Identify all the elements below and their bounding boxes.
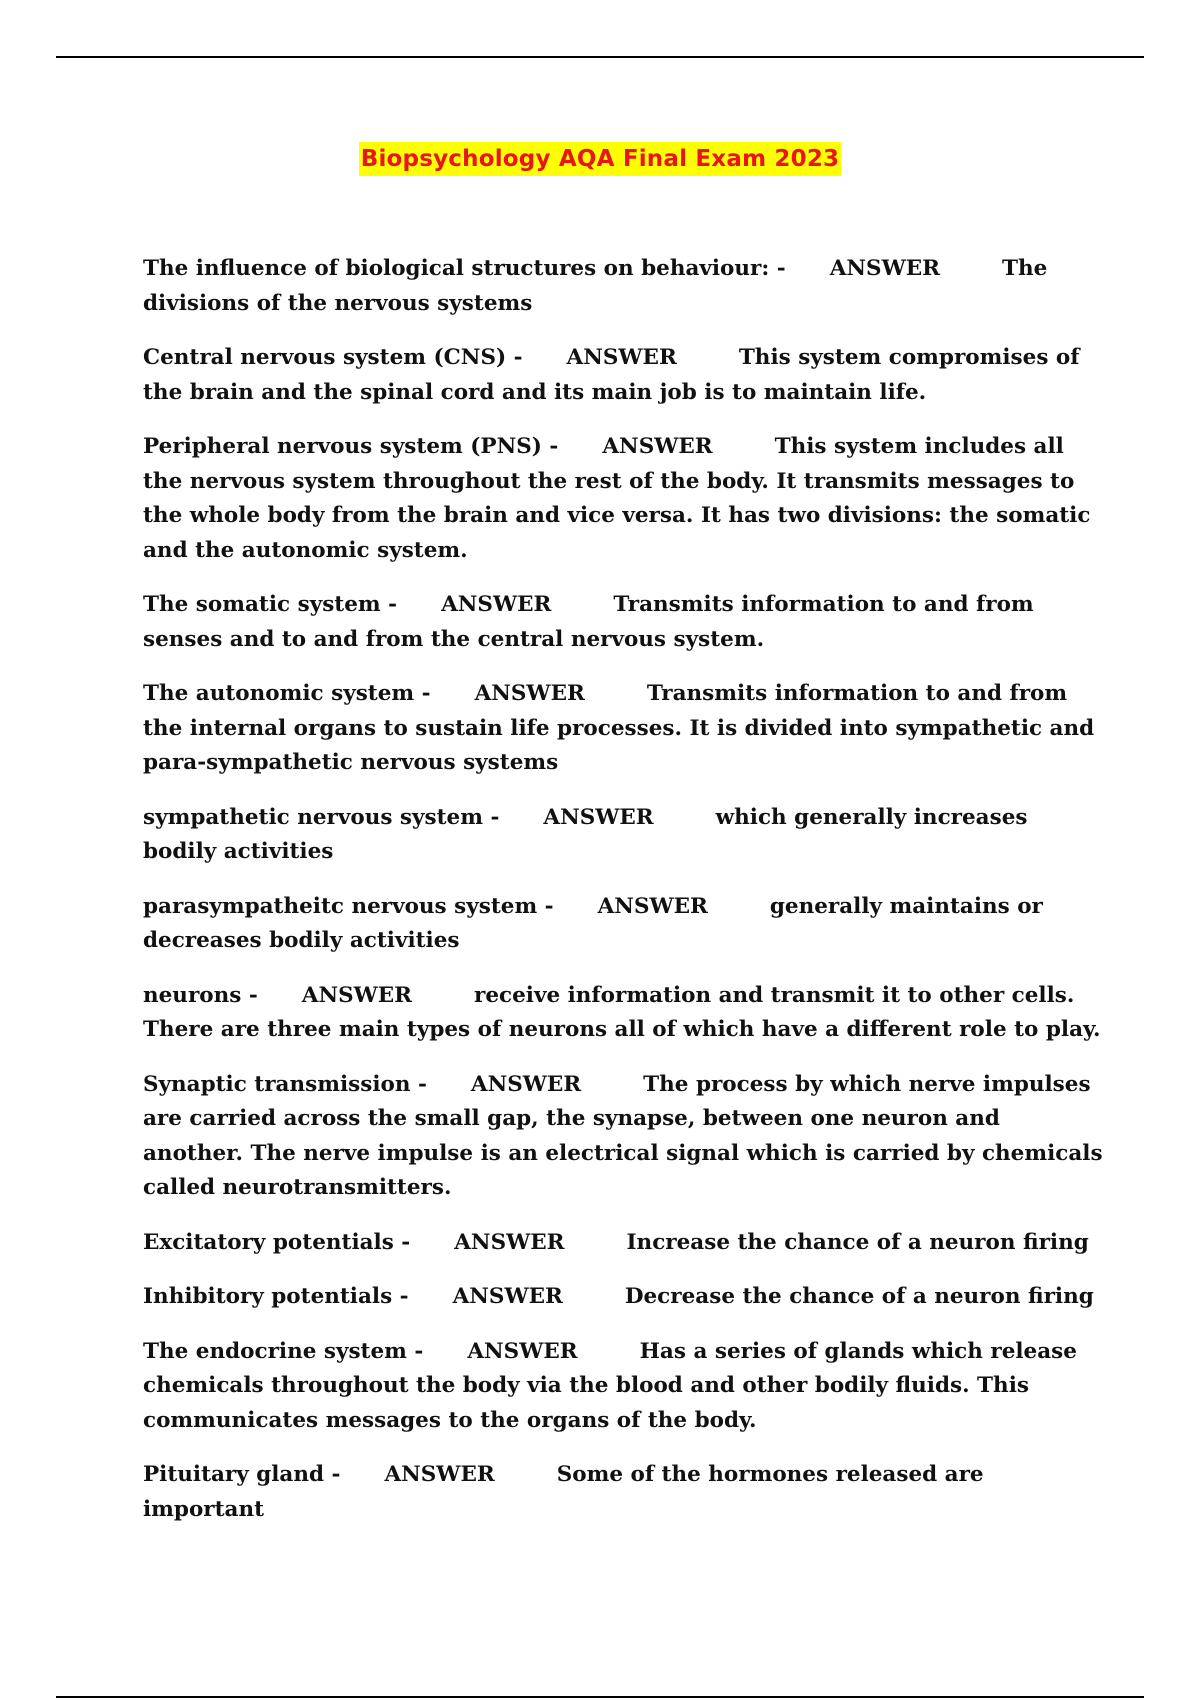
qa-entry [143,252,1103,321]
qa-answer: Decrease the chance of a neuron firing [624,1284,1094,1309]
qa-entry [143,801,1103,870]
qa-term: Pituitary gland - [143,1462,341,1487]
qa-answer: Transmits information to and from the internal organs to sustain life processes. It is divided into sympathetic and para-sympathetic nervous systems [143,681,1095,775]
qa-answer: Increase the chance of a neuron firing [626,1229,1089,1255]
qa-entry [143,1068,1103,1206]
qa-term: The somatic system - [143,592,398,617]
qa-answer: generally maintains or decreases bodily activities [143,893,1043,953]
qa-entry [143,890,1103,959]
document-title: Biopsychology AQA Final Exam 2023 [359,142,842,176]
qa-answer: which generally increases bodily activities [143,804,1028,864]
title-container [0,142,1200,176]
answer-label: ANSWER [301,982,413,1008]
qa-term: sympathetic nervous system - [143,804,500,830]
answer-label: ANSWER [452,1284,563,1309]
qa-term: neurons - [143,982,258,1008]
qa-entry [143,979,1103,1048]
qa-term: parasympatheitc nervous system - [143,893,554,919]
top-rule [56,56,1144,58]
qa-answer: Transmits information to and from senses and to and from the central nervous system. [143,592,1034,652]
qa-answer: This system compromises of the brain and the spinal cord and its main job is to maintain life. [143,345,1080,405]
qa-term: Central nervous system (CNS) - [143,345,523,370]
qa-term: Peripheral nervous system (PNS) - [143,434,559,459]
answer-label: ANSWER [566,345,677,370]
qa-answer: Has a series of glands which release chemicals throughout the body via the blood and other bodily fluids. This communicates messages to the organs of the body. [143,1338,1077,1433]
qa-term: Synaptic transmission - [143,1071,427,1097]
answer-label: ANSWER [441,592,552,617]
answer-label: ANSWER [597,893,708,919]
answer-label: ANSWER [474,681,585,706]
qa-term: The autonomic system - [143,681,431,706]
qa-entry [143,1335,1103,1439]
qa-entry [143,1458,1103,1527]
qa-answer: receive information and transmit it to other cells. There are three main types of neurons all of which have a different role to play. [143,982,1101,1042]
qa-entry [143,1280,1103,1315]
qa-term: The influence of biological structures on behaviour: - [143,256,786,281]
qa-term: Inhibitory potentials - [143,1284,409,1309]
qa-answer: The process by which nerve impulses are carried across the small gap, the synapse, between one neuron and another. The nerve impulse is an electrical signal which is carried by chemicals called neurotransmitters. [143,1071,1103,1200]
answer-label: ANSWER [454,1229,565,1255]
qa-entry [143,341,1103,410]
answer-label: ANSWER [602,434,713,459]
qa-entry [143,677,1103,781]
qa-list [143,252,1103,1547]
answer-label: ANSWER [543,804,654,830]
qa-entry [143,1226,1103,1261]
answer-label: ANSWER [467,1338,578,1364]
bottom-rule [56,1696,1144,1698]
answer-label: ANSWER [384,1462,495,1487]
qa-term: The endocrine system - [143,1338,424,1364]
answer-label: ANSWER [470,1071,582,1097]
qa-entry [143,430,1103,568]
qa-entry [143,588,1103,657]
answer-label: ANSWER [829,256,940,281]
qa-answer: The divisions of the nervous systems [143,256,1048,316]
qa-answer: Some of the hormones released are important [143,1462,984,1522]
qa-term: Excitatory potentials - [143,1229,411,1255]
qa-answer: This system includes all the nervous system throughout the rest of the body. It transmits messages to the whole body from the brain and vice versa. It has two divisions: the somatic and the autonomic system. [143,434,1091,563]
